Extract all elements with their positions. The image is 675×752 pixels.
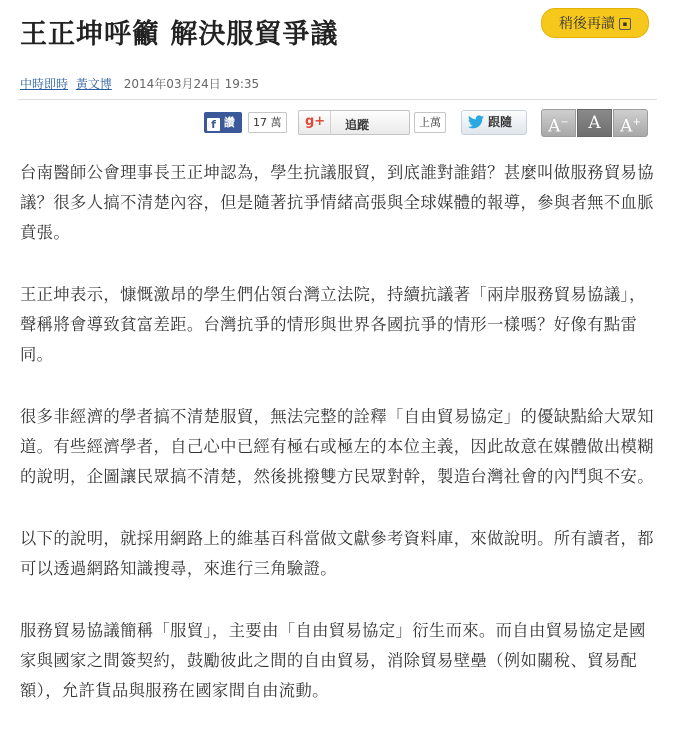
author-link[interactable]: 黃文博 xyxy=(75,77,112,91)
article-body xyxy=(20,158,654,738)
article-paragraph: 台南醫師公會理事長王正坤認為，學生抗議服貿，到底誰對誰錯？甚麼叫做服務貿易協議？很多人搞不清楚內容，但是隨著抗爭情緒高張與全球媒體的報導，參與者無不血脈賁張。 xyxy=(20,163,654,242)
article-paragraph: 很多非經濟的學者搞不清楚服貿，無法完整的詮釋「自由貿易協定」的優缺點給大眾知道。有些經濟學者，自己心中已經有極右或極左的本位主義，因此故意在媒體做出模糊的說明，企圖讓民眾搞不清楚，然後挑撥雙方民眾對幹，製造台灣社會的內鬥與不安。 xyxy=(20,407,654,486)
article-title: 王正坤呼籲 解決服貿爭議 xyxy=(20,19,339,50)
bookmark-icon: ▪ xyxy=(619,18,631,30)
font-size-controls xyxy=(541,109,649,137)
plus-icon: + xyxy=(632,117,641,128)
article-paragraph: 以下的說明，就採用網路上的維基百科當做文獻參考資料庫，來做說明。所有讀者，都可以透過網路知識搜尋，來進行三角驗證。 xyxy=(20,529,654,578)
twitter-bird-icon xyxy=(468,115,484,129)
article-byline xyxy=(20,75,259,92)
facebook-like-label: 讚 xyxy=(223,116,235,129)
share-toolbar xyxy=(0,109,675,139)
facebook-like-count: 17 萬 xyxy=(248,112,287,133)
font-increase-glyph: A xyxy=(620,116,633,137)
font-size-increase-button[interactable] xyxy=(613,109,648,137)
button-separator xyxy=(330,111,331,134)
divider xyxy=(18,99,657,100)
font-decrease-glyph: A xyxy=(548,116,561,137)
source-link[interactable]: 中時即時 xyxy=(20,77,69,91)
twitter-follow-label: 跟隨 xyxy=(488,115,513,129)
publish-timestamp: 2014年03月24日 19:35 xyxy=(123,77,260,91)
google-plus-icon: g+ xyxy=(305,114,326,129)
font-size-normal-button[interactable] xyxy=(577,109,612,137)
facebook-icon: f xyxy=(207,118,220,131)
google-plus-follower-count: 上萬 xyxy=(414,112,446,133)
minus-icon: − xyxy=(560,117,569,128)
google-plus-follow-label: 追蹤 xyxy=(345,118,370,132)
font-size-decrease-button[interactable] xyxy=(541,109,576,137)
article-paragraph: 王正坤表示，慷慨激昂的學生們佔領台灣立法院，持續抗議著「兩岸服務貿易協議」，聲稱將會導致貧富差距。台灣抗爭的情形與世界各國抗爭的情形一樣嗎？好像有點雷同。 xyxy=(20,285,646,364)
article-paragraph: 服務貿易協議簡稱「服貿」，主要由「自由貿易協定」衍生而來。而自由貿易協定是國家與國家之間簽契約，鼓勵彼此之間的自由貿易，消除貿易壁壘（例如關稅、貿易配額），允許貨品與服務在國家間自由流動。 xyxy=(20,621,646,700)
google-plus-follow-button[interactable] xyxy=(298,110,410,135)
font-normal-glyph: A xyxy=(588,113,601,133)
read-later-label: 稍後再讀 xyxy=(559,16,615,32)
read-later-button[interactable] xyxy=(541,8,649,38)
twitter-follow-button[interactable] xyxy=(461,110,527,135)
facebook-like-button[interactable] xyxy=(204,112,242,133)
